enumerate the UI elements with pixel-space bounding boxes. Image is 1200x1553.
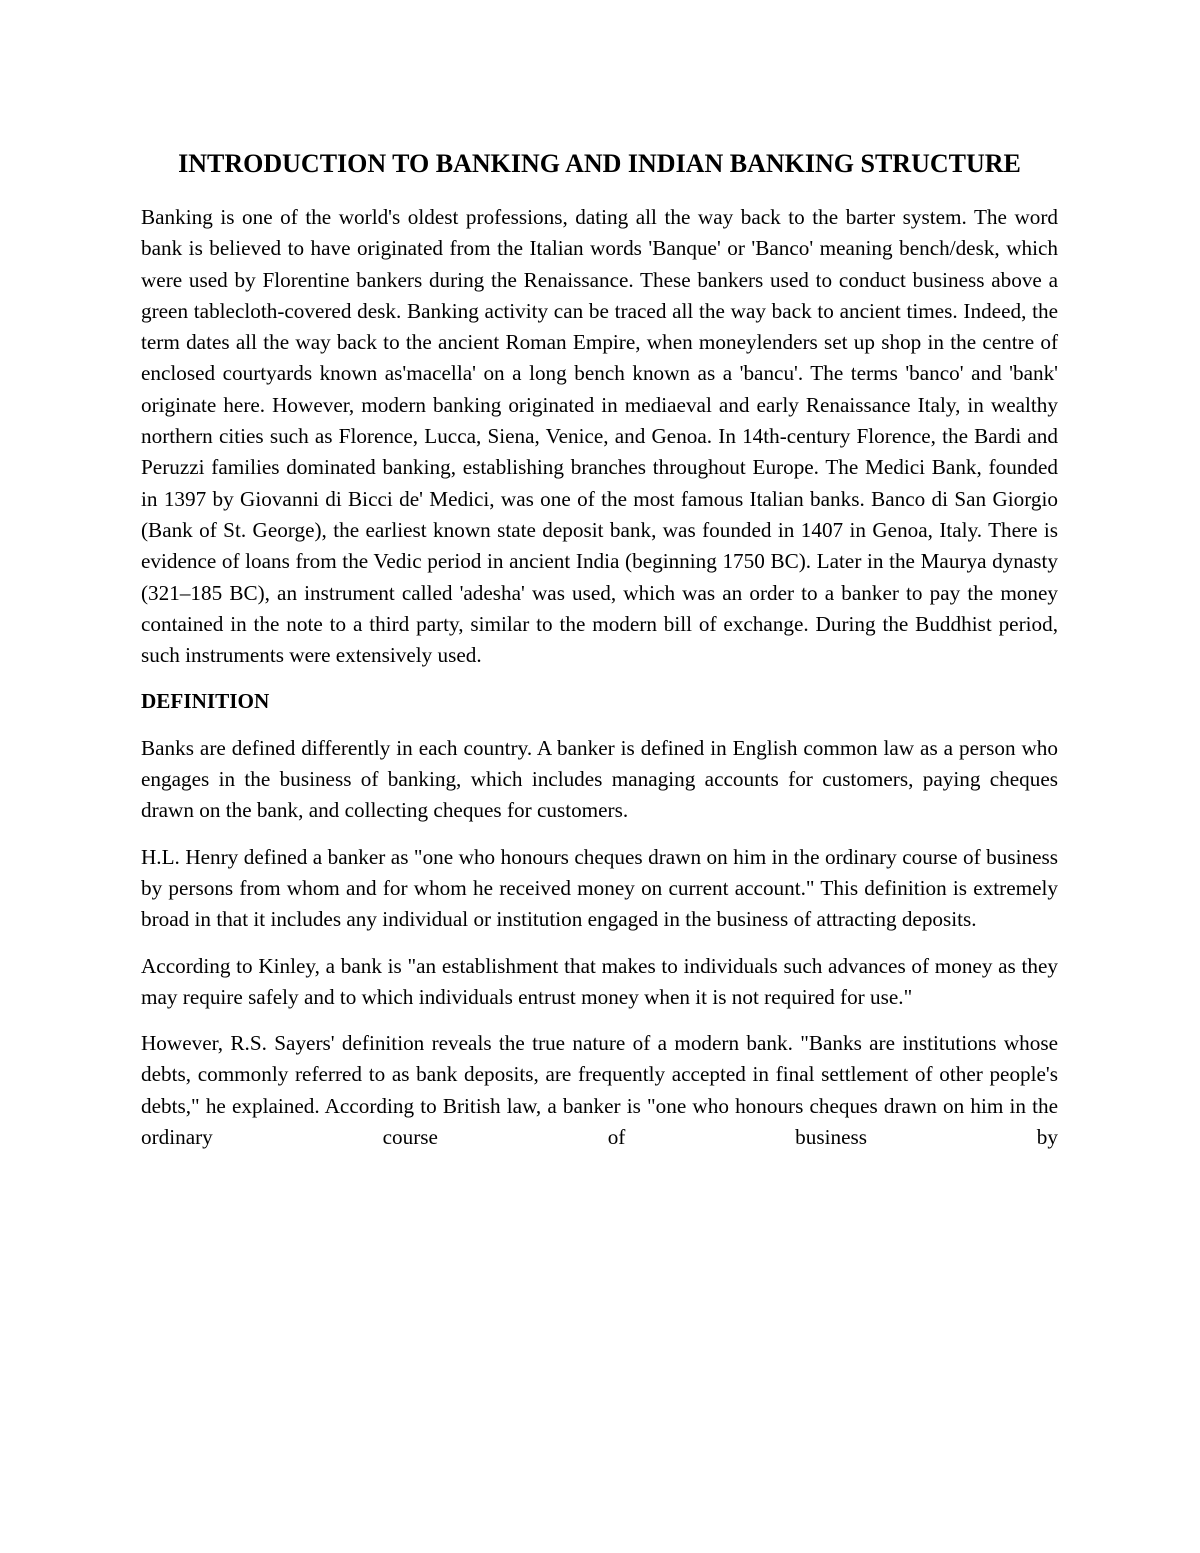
definition-paragraph: Banks are defined differently in each country. A banker is defined in English common law as a person who engages in the business of banking, which includes managing accounts for customers, paying cheques drawn on the bank, and collecting cheques for customers. <box>141 735 1058 823</box>
intro-paragraph: Banking is one of the world's oldest professions, dating all the way back to the barter system. The word bank is believed to have originated from the Italian words 'Banque' or 'Banco' meaning bench/desk, which were used by Florentine bankers during the Renaissance. These bankers used to conduct business above a green tablecloth-covered desk. Banking activity can be traced all the way back to ancient times. Indeed, the term dates all the way back to the ancient Roman Empire, when moneylenders set up shop in the centre of enclosed courtyards known as'macella' on a long bench known as a 'bancu'. The terms 'banco' and 'bank' originate here. However, modern banking originated in mediaeval and early Renaissance Italy, in wealthy northern cities such as Florence, Lucca, Siena, Venice, and Genoa. In 14th-century Florence, the Bardi and Peruzzi families dominated banking, establishing branches throughout Europe. The Medici Bank, founded in 1397 by Giovanni di Bicci de' Medici, was one of the most famous Italian banks. Banco di San Giorgio (Bank of St. George), the earliest known state deposit bank, was founded in 1407 in Genoa, Italy. There is evidence of loans from the Vedic period in ancient India (beginning 1750 BC). Later in the Maurya dynasty (321–185 BC), an instrument called 'adesha' was used, which was an order to a banker to pay the money contained in the note to a third party, similar to the modern bill of exchange. During the Buddhist period, such instruments were extensively used. <box>141 205 1058 668</box>
document-title: INTRODUCTION TO BANKING AND INDIAN BANKING STRUCTURE <box>178 149 1021 178</box>
document-body <box>141 140 1058 1168</box>
kinley-definition-paragraph: According to Kinley, a bank is "an establishment that makes to individuals such advances of money as they may require safely and to which individuals entrust money when it is not required for use." <box>141 953 1058 1009</box>
henry-definition-paragraph: H.L. Henry defined a banker as "one who honours cheques drawn on him in the ordinary course of business by persons from whom and for whom he received money on current account." This definition is extremely broad in that it includes any individual or institution engaged in the business of attracting deposits. <box>141 844 1058 932</box>
section-heading-definition: DEFINITION <box>141 689 270 714</box>
sayers-definition-paragraph: However, R.S. Sayers' definition reveals the true nature of a modern bank. "Banks are institutions whose debts, commonly referred to as bank deposits, are frequently accepted in final settlement of other people's debts," he explained. According to British law, a banker is "one who honours cheques drawn on him in the ordinary course of business by <box>141 1031 1058 1150</box>
